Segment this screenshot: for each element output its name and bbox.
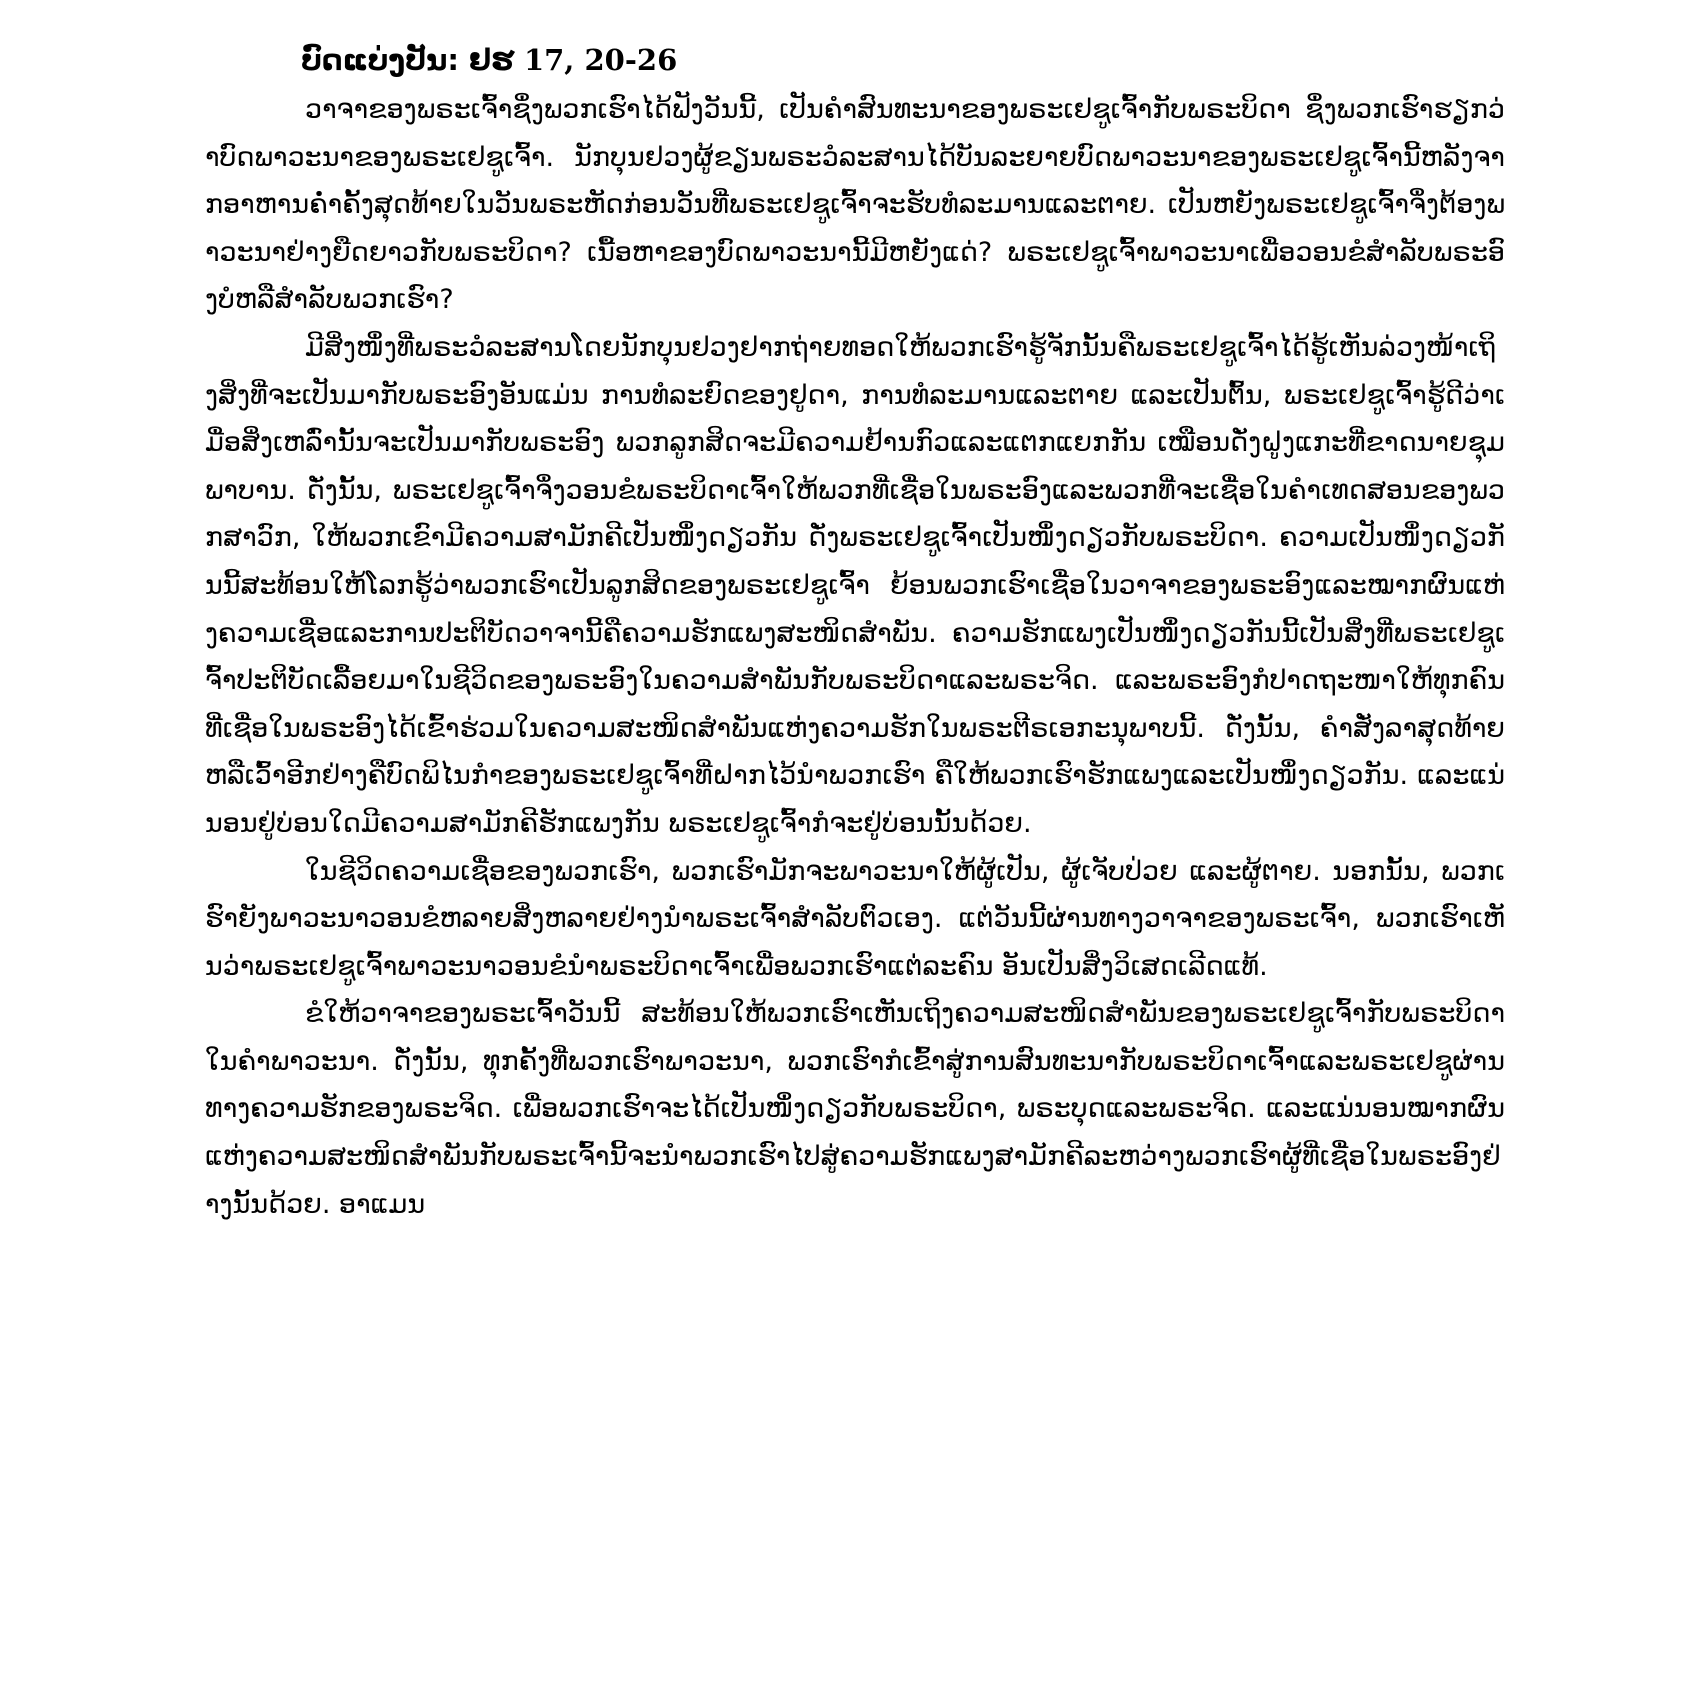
title-label: ບົດແບ່ງປັນ: ຢຮ [301, 43, 514, 77]
paragraph-3: ໃນຊີວິດຄວາມເຊື່ອຂອງພວກເຮົາ, ພວກເຮົາມັກຈະພາວະນາໃຫ້ຜູ້ເປັນ, ຜູ້ເຈັບປ່ວຍ ແລະຜູ້ຕາຍ. ນອກນັ້ນ, ພວກເຮົາຍັງພາວະນາວອນຂໍຫລາຍສິ່ງຫລາຍຢ່າງນໍາພຣະເຈົ້າສໍາລັບຕົວເອງ. ແຕ່ວັນນີ້ຜ່ານທາງວາຈາຂອງພຣະເຈົ້າ, ພວກເຮົາເຫັນວ່າພຣະເຢຊູເຈົ້າພາວະນາວອນຂໍນໍາພຣະບິດາເຈົ້າເພື່ອພວກເຮົາແຕ່ລະຄົນ ອັນເປັນສິ່ງວິເສດເລີດແທ້. [205, 855, 1505, 982]
document-title [301, 38, 1505, 82]
title-scripture-reference: 17, 20-26 [523, 43, 678, 77]
paragraph-2: ມີສິ່ງໜຶ່ງທີ່ພຣະວໍລະສານໂດຍນັກບຸນຢວງຢາກຖ່າຍທອດໃຫ້ພວກເຮົາຮູ້ຈັກນັ້ນຄືພຣະເຢຊູເຈົ້າໄດ້ຮູ້ເຫັນລ່ວງໜ້າເຖິງສິ່ງທີ່ຈະເປັນມາກັບພຣະອົງອັນແມ່ນ ການທໍລະຍົດຂອງຢູດາ, ການທໍລະມານແລະຕາຍ ແລະເປັນຕົ້ນ, ພຣະເຢຊູເຈົ້າຮູ້ດີວ່າເມື່ອສິ່ງເຫລົ່ານັ້ນຈະເປັນມາກັບພຣະອົງ ພວກລູກສິດຈະມີຄວາມຢ້ານກົວແລະແຕກແຍກກັນ ເໝືອນດັ່ງຝູງແກະທີ່ຂາດນາຍຊຸມພາບານ. ດັ່ງນັ້ນ, ພຣະເຢຊູເຈົ້າຈຶ່ງວອນຂໍພຣະບິດາເຈົ້າໃຫ້ພວກທີ່ເຊື່ອໃນພຣະອົງແລະພວກທີ່ຈະເຊື່ອໃນຄໍາເທດສອນຂອງພວກສາວົກ, ໃຫ້ພວກເຂົາມີຄວາມສາມັກຄີເປັນໜຶ່ງດຽວກັນ ດັ່ງພຣະເຢຊູເຈົ້າເປັນໜຶ່ງດຽວກັບພຣະບິດາ. ຄວາມເປັນໜຶ່ງດຽວກັນນີ້ສະທ້ອນໃຫ້ໂລກຮູ້ວ່າພວກເຮົາເປັນລູກສິດຂອງພຣະເຢຊູເຈົ້າ ຍ້ອນພວກເຮົາເຊື່ອໃນວາຈາຂອງພຣະອົງແລະໝາກຜົນແຫ່ງຄວາມເຊື່ອແລະການປະຕິບັດວາຈານີ້ຄືຄວາມຮັກແພງສະໜິດສໍາພັນ. ຄວາມຮັກແພງເປັນໜຶ່ງດຽວກັນນີ້ເປັນສິ່ງທີ່ພຣະເຢຊູເຈົ້າປະຕິບັດເລື້ອຍມາໃນຊີວິດຂອງພຣະອົງໃນຄວາມສໍາພັນກັບພຣະບິດາແລະພຣະຈິດ. ແລະພຣະອົງກໍປາດຖະໜາໃຫ້ທຸກຄົນທີ່ເຊື່ອໃນພຣະອົງໄດ້ເຂົ້າຮ່ວມໃນຄວາມສະໜິດສໍາພັນແຫ່ງຄວາມຮັກໃນພຣະຕີຣເອກະນຸພາບນີ້. ດັ່ງນັ້ນ, ຄໍາສັ່ງລາສຸດທ້າຍ ຫລືເວົ້າອີກຢ່າງຄືບົດພິໄນກໍາຂອງພຣະເຢຊູເຈົ້າທີ່ຝາກໄວ້ນໍາພວກເຮົາ ຄືໃຫ້ພວກເຮົາຮັກແພງແລະເປັນໜຶ່ງດຽວກັນ. ແລະແນ່ນອນຢູ່ບ່ອນໃດມີຄວາມສາມັກຄີຮັກແພງກັນ ພຣະເຢຊູເຈົ້າກໍຈະຢູ່ບ່ອນນັ້ນດ້ວຍ. [205, 331, 1505, 839]
paragraph-1: ວາຈາຂອງພຣະເຈົ້າຊຶ່ງພວກເຮົາໄດ້ຟັງວັນນີ້, ເປັນຄໍາສົນທະນາຂອງພຣະເຢຊູເຈົ້າກັບພຣະບິດາ ຊຶ່ງພວກເຮົາຮຽກວ່າບົດພາວະນາຂອງພຣະເຢຊູເຈົ້າ. ນັກບຸນຢວງຜູ້ຂຽນພຣະວໍລະສານໄດ້ບັນລະຍາຍບົດພາວະນາຂອງພຣະເຢຊູເຈົ້ານີ້ຫລັງຈາກອາຫານຄໍ່າຄັ້ງສຸດທ້າຍໃນວັນພຣະຫັດກ່ອນວັນທີ່ພຣະເຢຊູເຈົ້າຈະຮັບທໍລະມານແລະຕາຍ. ເປັນຫຍັງພຣະເຢຊູເຈົ້າຈຶ່ງຕ້ອງພາວະນາຢ່າງຍືດຍາວກັບພຣະບິດາ? ເນື້ອຫາຂອງບົດພາວະນານີ້ມີຫຍັງແດ່? ພຣະເຢຊູເຈົ້າພາວະນາເພື່ອວອນຂໍສໍາລັບພຣະອົງບໍຫລືສໍາລັບພວກເຮົາ? [205, 94, 1505, 316]
paragraph-4: ຂໍໃຫ້ວາຈາຂອງພຣະເຈົ້າວັນນີ້ ສະທ້ອນໃຫ້ພວກເຮົາເຫັນເຖິງຄວາມສະໜິດສໍາພັນຂອງພຣະເຢຊູເຈົ້າກັບພຣະບິດາໃນຄໍາພາວະນາ. ດັ່ງນັ້ນ, ທຸກຄັ້ງທີ່ພວກເຮົາພາວະນາ, ພວກເຮົາກໍເຂົ້າສູ່ການສົນທະນາກັບພຣະບິດາເຈົ້າແລະພຣະເຢຊູຜ່ານທາງຄວາມຮັກຂອງພຣະຈິດ. ເພື່ອພວກເຮົາຈະໄດ້ເປັນໜຶ່ງດຽວກັບພຣະບິດາ, ພຣະບຸດແລະພຣະຈິດ. ແລະແນ່ນອນໝາກຜົນແຫ່ງຄວາມສະໜິດສໍາພັນກັບພຣະເຈົ້ານີ້ຈະນໍາພວກເຮົາໄປສູ່ຄວາມຮັກແພງສາມັກຄີລະຫວ່າງພວກເຮົາຜູ້ທີ່ເຊື່ອໃນພຣະອົງຢ່າງນັ້ນດ້ວຍ. ອາແມນ [205, 998, 1505, 1220]
document-body [205, 38, 1505, 1228]
